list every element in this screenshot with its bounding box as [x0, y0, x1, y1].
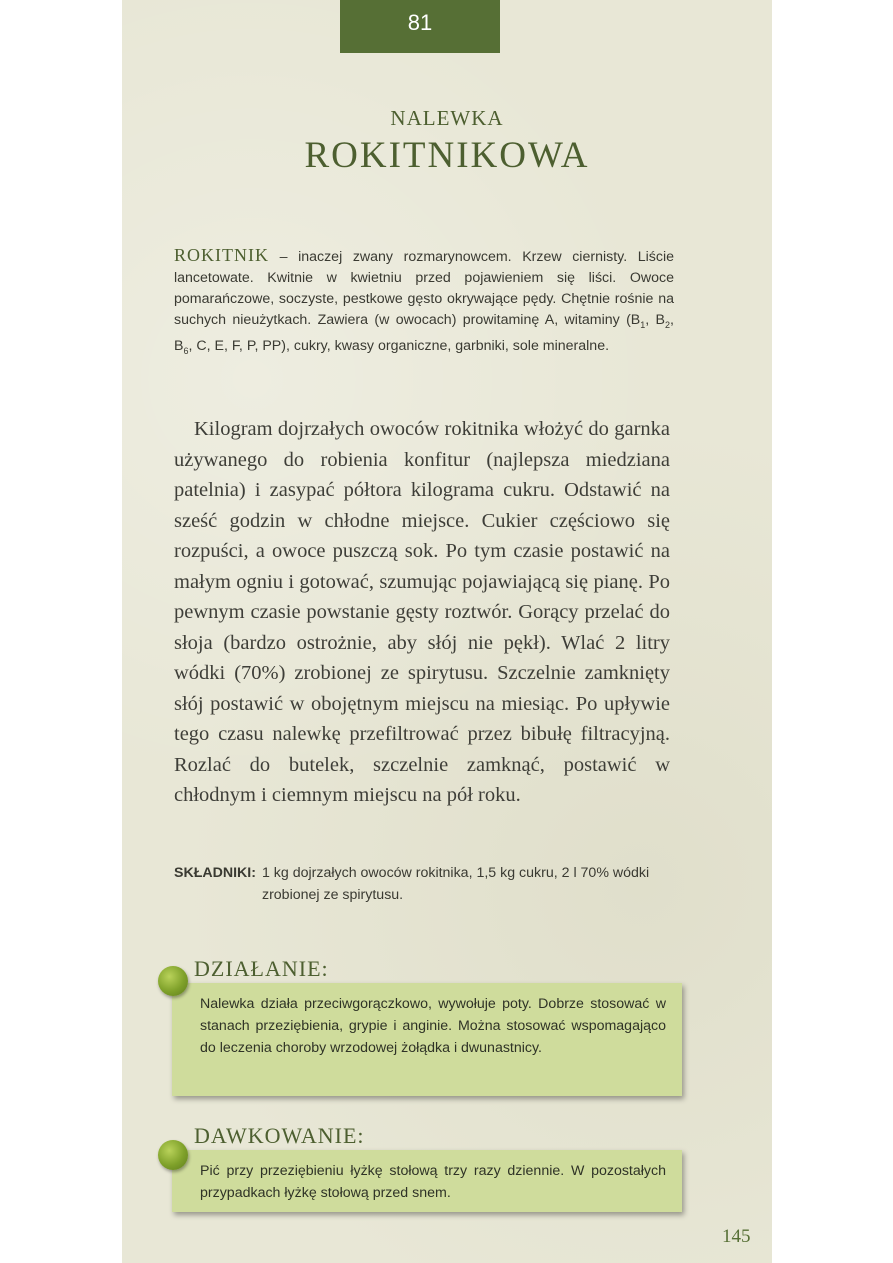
- dosage-text: Pić przy przeziębieniu łyżkę stołową trzy razy dziennie. W pozostałych przypadkach łyżkę stołową przed snem.: [200, 1163, 666, 1201]
- intro-text-4: , C, E, F, P, PP), cukry, kwasy organiczne, garbniki, sole mineralne.: [188, 337, 610, 354]
- action-heading: DZIAŁANIE:: [194, 956, 329, 981]
- ingredients-text: 1 kg dojrzałych owoców rokitnika, 1,5 kg cukru, 2 l 70% wódki zrobionej ze spirytusu.: [261, 865, 650, 903]
- book-page: [122, 0, 772, 1263]
- bullet-dot-icon: [158, 966, 188, 996]
- plant-keyword: ROKITNIK: [174, 245, 269, 265]
- ingredients-label: SKŁADNIKI:: [174, 865, 256, 881]
- intro-text-1: – inaczej zwany rozmarynowcem. Krzew ciernisty. Liście lancetowate. Kwitnie w kwietniu przed pojawieniem się liści. Owoce pomarańczowe, soczyste, pestkowe gęsto okrywające pędy. Chętnie rośnie na suchych nieużytkach. Zawiera (w owocach) prowitaminę A, witaminy (B: [174, 249, 674, 328]
- plant-description: [174, 245, 674, 362]
- action-box: [172, 983, 682, 1096]
- intro-sub-3: 6: [183, 345, 189, 356]
- dosage-box: [172, 1150, 682, 1212]
- dosage-heading: DAWKOWANIE:: [194, 1123, 365, 1148]
- recipe-number-tab: [340, 0, 500, 53]
- page-number: 145: [722, 1226, 751, 1247]
- bullet-dot-icon: [158, 1140, 188, 1170]
- page-title: ROKITNIKOWA: [304, 135, 590, 176]
- intro-text-3: , B: [174, 312, 674, 354]
- action-text: Nalewka działa przeciwgorączkowo, wywołuje poty. Dobrze stosować w stanach przeziębienia, grypie i anginie. Można stosować wspomagająco do leczenia choroby wrzodowej żołądka i dwunastnicy.: [200, 996, 666, 1056]
- ingredients: [174, 862, 674, 906]
- title-small: NALEWKA: [390, 106, 504, 130]
- recipe-number: 81: [407, 10, 433, 35]
- recipe-text: Kilogram dojrzałych owoców rokitnika włożyć do garnka używanego do robienia konfitur (najlepsza miedziana patelnia) i zasypać półtora kilograma cukru. Odstawić na sześć godzin w chłodne miejsce. Cukier częściowo się rozpuści, a owoce puszczą sok. Po tym czasie postawić na małym ogniu i gotować, szumując pojawiającą się pianę. Po pewnym czasie powstanie gęsty roztwór. Gorący przelać do słoja (bardzo ostrożnie, aby słój nie pękł). Wlać 2 litry wódki (70%) zrobionej ze spirytusu. Szczelnie zamknięty słój postawić w obojętnym miejscu na miesiąc. Po upływie tego czasu nalewkę przefiltrować przez bibułę filtracyjną. Rozlać do butelek, szczelnie zamknąć, postawić w chłodnym i ciemnym miejscu na pół roku.: [174, 418, 670, 806]
- intro-sub-1: 1: [640, 319, 646, 330]
- intro-sub-2: 2: [665, 319, 671, 330]
- intro-text-2: , B: [645, 312, 666, 328]
